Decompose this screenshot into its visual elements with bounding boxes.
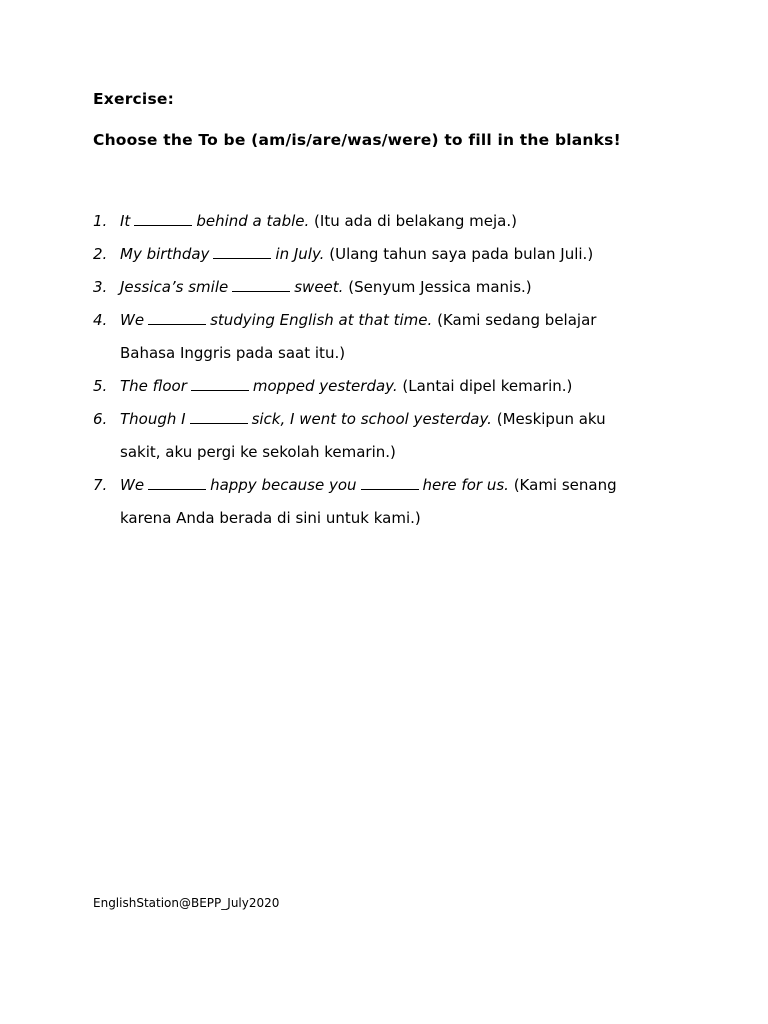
translation-line-1: (Kami sedang belajar (437, 311, 597, 329)
sentence-end: mopped yesterday. (252, 377, 398, 395)
exercise-item-5 (93, 370, 673, 403)
item-number: 6. (93, 410, 108, 428)
item-number: 3. (93, 278, 108, 296)
translation-line-2: karena Anda berada di sini untuk kami.) (120, 509, 421, 527)
sentence-start: Though I (120, 410, 186, 428)
sentence-start: We (120, 311, 145, 329)
exercise-item-4 (93, 304, 673, 337)
translation-line-1: (Kami senang (513, 476, 617, 494)
sentence-end: studying English at that time. (210, 311, 433, 329)
sentence-end: behind a table. (196, 212, 310, 230)
item-number: 2. (93, 245, 108, 263)
exercise-item-1 (93, 205, 673, 238)
translation-line-2: Bahasa Inggris pada saat itu.) (120, 344, 346, 362)
sentence-start: We (120, 476, 145, 494)
item-number: 7. (93, 476, 108, 494)
sentence-middle: happy because you (210, 476, 357, 494)
translation: (Ulang tahun saya pada bulan Juli.) (329, 245, 594, 263)
sentence-start: It (120, 212, 131, 230)
translation: (Itu ada di belakang meja.) (314, 212, 517, 230)
sentence-end: in July. (275, 245, 325, 263)
translation-line-1: (Meskipun aku (496, 410, 606, 428)
exercise-item-7 (93, 469, 673, 502)
exercise-item-7-continued (93, 502, 673, 535)
item-number: 4. (93, 311, 108, 329)
exercise-item-3 (93, 271, 673, 304)
answer-blank[interactable] (190, 409, 248, 424)
footer-credit: EnglishStation@BEPP_July2020 (93, 896, 280, 910)
answer-blank[interactable] (134, 211, 192, 226)
exercise-instruction: Choose the To be (am/is/are/was/were) to fill in the blanks! (93, 131, 621, 149)
exercise-item-6-continued (93, 436, 673, 469)
exercise-item-4-continued (93, 337, 673, 370)
sentence-start: The floor (120, 377, 187, 395)
sentence-start: Jessica’s smile (120, 278, 229, 296)
sentence-end: here for us. (422, 476, 509, 494)
answer-blank-1[interactable] (148, 475, 206, 490)
answer-blank[interactable] (232, 277, 290, 292)
answer-blank[interactable] (191, 376, 249, 391)
translation-line-2: sakit, aku pergi ke sekolah kemarin.) (120, 443, 396, 461)
sentence-end: sick, I went to school yesterday. (251, 410, 492, 428)
answer-blank[interactable] (213, 244, 271, 259)
sentence-end: sweet. (294, 278, 344, 296)
answer-blank-2[interactable] (361, 475, 419, 490)
sentence-start: My birthday (120, 245, 210, 263)
exercise-item-2 (93, 238, 673, 271)
exercise-list (93, 205, 673, 535)
translation: (Lantai dipel kemarin.) (402, 377, 573, 395)
answer-blank[interactable] (148, 310, 206, 325)
exercise-title: Exercise: (93, 90, 174, 108)
item-number: 5. (93, 377, 108, 395)
translation: (Senyum Jessica manis.) (348, 278, 532, 296)
item-number: 1. (93, 212, 108, 230)
exercise-item-6 (93, 403, 673, 436)
